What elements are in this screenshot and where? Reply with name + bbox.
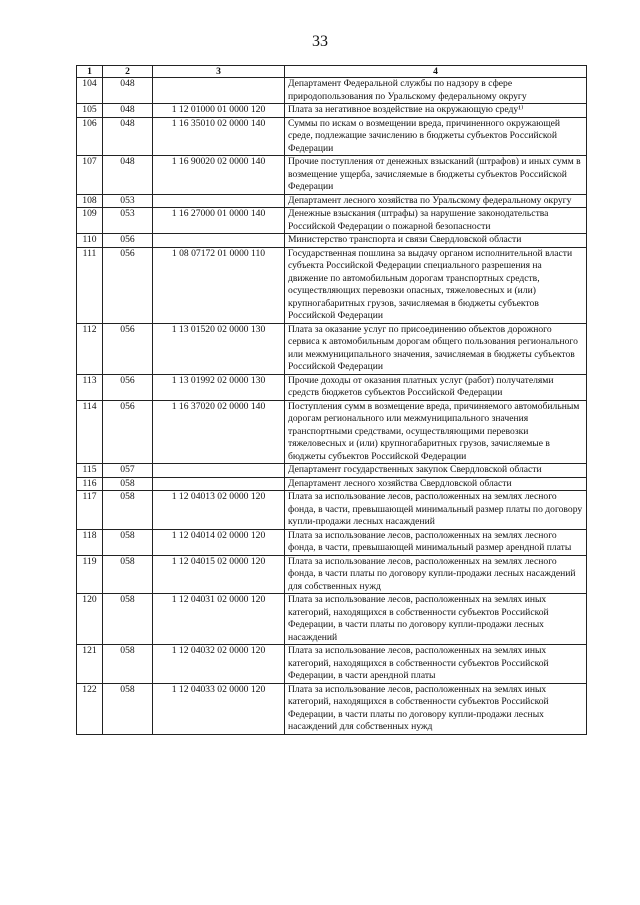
description-cell: Поступления сумм в возмещение вреда, причиняемого автомобильным дорогам регионального или межмуниципального значения транспортными средствами, осуществляющими перевозки тяжеловесных и (или) крупногабаритных грузов, зачисляемые в бюджеты субъектов Российской Федерации <box>285 400 587 464</box>
budget-code-cell: 1 12 04032 02 0000 120 <box>153 645 285 684</box>
admin-code-cell: 048 <box>103 78 153 104</box>
row-number-cell: 117 <box>77 491 103 530</box>
description-cell: Суммы по искам о возмещении вреда, причиненного окружающей среде, подлежащие зачислению в бюджеты субъектов Российской Федерации <box>285 117 587 156</box>
table-row <box>77 477 587 491</box>
row-number-cell: 107 <box>77 156 103 195</box>
column-header: 3 <box>153 66 285 78</box>
row-number-cell: 114 <box>77 400 103 464</box>
table-header-row <box>77 66 587 78</box>
table-row <box>77 117 587 156</box>
row-number-cell: 118 <box>77 529 103 555</box>
table-row <box>77 208 587 234</box>
description-cell: Плата за оказание услуг по присоединению объектов дорожного сервиса к автомобильным дорогам общего пользования регионального или межмуниципального значения, зачисляемая в бюджеты субъектов Российской Федерации <box>285 323 587 374</box>
row-number-cell: 111 <box>77 247 103 323</box>
budget-code-cell: 1 12 04013 02 0000 120 <box>153 491 285 530</box>
table-row <box>77 683 587 734</box>
table-row <box>77 529 587 555</box>
description-cell: Плата за использование лесов, расположенных на землях иных категорий, находящихся в собственности субъектов Российской Федерации, в части платы по договору купли-продажи лесных насаждений <box>285 594 587 645</box>
description-cell: Департамент лесного хозяйства Свердловской области <box>285 477 587 491</box>
admin-code-cell: 058 <box>103 645 153 684</box>
budget-code-cell: 1 16 35010 02 0000 140 <box>153 117 285 156</box>
table-row <box>77 645 587 684</box>
admin-code-cell: 058 <box>103 529 153 555</box>
row-number-cell: 113 <box>77 374 103 400</box>
row-number-cell: 120 <box>77 594 103 645</box>
budget-code-cell <box>153 194 285 208</box>
admin-code-cell: 048 <box>103 117 153 156</box>
description-cell: Департамент государственных закупок Свердловской области <box>285 464 587 478</box>
admin-code-cell: 048 <box>103 104 153 118</box>
admin-code-cell: 058 <box>103 555 153 594</box>
budget-code-cell: 1 16 37020 02 0000 140 <box>153 400 285 464</box>
table-row <box>77 234 587 248</box>
table-row <box>77 247 587 323</box>
admin-code-cell: 058 <box>103 683 153 734</box>
budget-code-cell: 1 12 04015 02 0000 120 <box>153 555 285 594</box>
description-cell: Департамент Федеральной службы по надзору в сфере природопользования по Уральскому федеральному округу <box>285 78 587 104</box>
budget-code-cell: 1 16 90020 02 0000 140 <box>153 156 285 195</box>
table-row <box>77 491 587 530</box>
column-header: 2 <box>103 66 153 78</box>
admin-code-cell: 053 <box>103 194 153 208</box>
admin-code-cell: 057 <box>103 464 153 478</box>
description-cell: Плата за негативное воздействие на окружающую среду¹⁾ <box>285 104 587 118</box>
row-number-cell: 116 <box>77 477 103 491</box>
budget-code-cell: 1 12 01000 01 0000 120 <box>153 104 285 118</box>
row-number-cell: 105 <box>77 104 103 118</box>
column-header: 4 <box>285 66 587 78</box>
row-number-cell: 110 <box>77 234 103 248</box>
row-number-cell: 115 <box>77 464 103 478</box>
table-row <box>77 594 587 645</box>
budget-code-cell: 1 12 04014 02 0000 120 <box>153 529 285 555</box>
description-cell: Плата за использование лесов, расположенных на землях иных категорий, находящихся в собственности субъектов Российской Федерации, в части платы по договору купли-продажи лесных насаждений для собственных нужд <box>285 683 587 734</box>
budget-code-cell <box>153 234 285 248</box>
admin-code-cell: 056 <box>103 323 153 374</box>
description-cell: Плата за использование лесов, расположенных на землях иных категорий, находящихся в собственности субъектов Российской Федерации, в части арендной платы <box>285 645 587 684</box>
table-row <box>77 104 587 118</box>
description-cell: Плата за использование лесов, расположенных на землях лесного фонда, в части, превышающей минимальный размер арендной платы <box>285 529 587 555</box>
table-row <box>77 555 587 594</box>
admin-code-cell: 056 <box>103 400 153 464</box>
row-number-cell: 119 <box>77 555 103 594</box>
budget-code-cell <box>153 464 285 478</box>
admin-code-cell: 053 <box>103 208 153 234</box>
page-number: 33 <box>312 33 328 50</box>
row-number-cell: 108 <box>77 194 103 208</box>
row-number-cell: 121 <box>77 645 103 684</box>
budget-code-cell <box>153 78 285 104</box>
row-number-cell: 109 <box>77 208 103 234</box>
budget-code-cell: 1 08 07172 01 0000 110 <box>153 247 285 323</box>
revenue-table <box>76 65 587 735</box>
admin-code-cell: 056 <box>103 247 153 323</box>
table-row <box>77 464 587 478</box>
budget-code-cell <box>153 477 285 491</box>
description-cell: Прочие поступления от денежных взысканий (штрафов) и иных сумм в возмещение ущерба, зачисляемые в бюджеты субъектов Российской Федерации <box>285 156 587 195</box>
budget-code-cell: 1 13 01520 02 0000 130 <box>153 323 285 374</box>
budget-code-cell: 1 13 01992 02 0000 130 <box>153 374 285 400</box>
admin-code-cell: 058 <box>103 594 153 645</box>
description-cell: Прочие доходы от оказания платных услуг (работ) получателями средств бюджетов субъектов Российской Федерации <box>285 374 587 400</box>
table-row <box>77 156 587 195</box>
admin-code-cell: 058 <box>103 491 153 530</box>
row-number-cell: 104 <box>77 78 103 104</box>
budget-code-cell: 1 12 04031 02 0000 120 <box>153 594 285 645</box>
budget-code-cell: 1 12 04033 02 0000 120 <box>153 683 285 734</box>
row-number-cell: 112 <box>77 323 103 374</box>
description-cell: Денежные взыскания (штрафы) за нарушение законодательства Российской Федерации о пожарной безопасности <box>285 208 587 234</box>
admin-code-cell: 056 <box>103 374 153 400</box>
table-row <box>77 400 587 464</box>
table-row <box>77 323 587 374</box>
table-row <box>77 194 587 208</box>
row-number-cell: 106 <box>77 117 103 156</box>
description-cell: Министерство транспорта и связи Свердловской области <box>285 234 587 248</box>
admin-code-cell: 056 <box>103 234 153 248</box>
table-row <box>77 374 587 400</box>
column-header: 1 <box>77 66 103 78</box>
admin-code-cell: 058 <box>103 477 153 491</box>
row-number-cell: 122 <box>77 683 103 734</box>
description-cell: Плата за использование лесов, расположенных на землях лесного фонда, в части, превышающей минимальный размер платы по договору купли-продажи лесных насаждений <box>285 491 587 530</box>
table-row <box>77 78 587 104</box>
description-cell: Плата за использование лесов, расположенных на землях лесного фонда, в части платы по договору купли-продажи лесных насаждений для собственных нужд <box>285 555 587 594</box>
description-cell: Государственная пошлина за выдачу органом исполнительной власти субъекта Российской Федерации специального разрешения на движение по автомобильным дорогам транспортных средств, осуществляющих перевозки опасных, тяжеловесных и (или) крупногабаритных грузов, зачисляемая в бюджеты субъектов Российской Федерации <box>285 247 587 323</box>
description-cell: Департамент лесного хозяйства по Уральскому федеральному округу <box>285 194 587 208</box>
budget-code-cell: 1 16 27000 01 0000 140 <box>153 208 285 234</box>
admin-code-cell: 048 <box>103 156 153 195</box>
